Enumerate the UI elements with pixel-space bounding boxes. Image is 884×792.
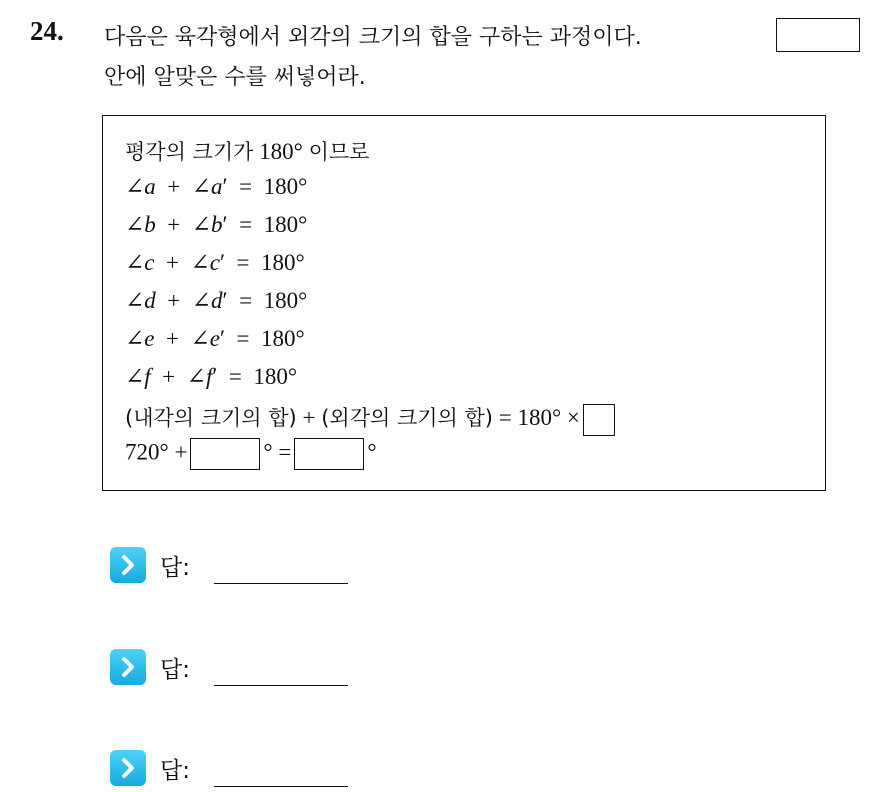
prime-symbol: ′ bbox=[219, 326, 226, 351]
chevron-right-icon-svg bbox=[117, 757, 139, 779]
answer-blank-3[interactable] bbox=[294, 438, 364, 470]
plus-symbol: + bbox=[160, 250, 185, 275]
angle-var: d bbox=[144, 288, 156, 313]
angle-var-prime: a bbox=[211, 174, 223, 199]
process-intro bbox=[125, 136, 369, 166]
answer-label: 답: bbox=[160, 657, 190, 683]
angle-var-prime: c bbox=[209, 250, 220, 275]
angle-var-prime: e bbox=[209, 326, 220, 351]
prime-symbol: ′ bbox=[212, 364, 218, 389]
question-number: 24. bbox=[30, 16, 64, 46]
angle-symbol: ∠ bbox=[191, 288, 212, 313]
equation-rhs: 180° bbox=[263, 212, 308, 237]
angle-var: c bbox=[144, 250, 155, 275]
process-box bbox=[102, 115, 826, 491]
equation-c bbox=[125, 250, 305, 276]
answer-row-3 bbox=[110, 748, 410, 792]
prime-symbol: ′ bbox=[219, 250, 226, 275]
answer-label: 답: bbox=[160, 758, 190, 784]
equation-f bbox=[125, 364, 297, 390]
chevron-right-icon-svg bbox=[117, 554, 139, 576]
chevron-right-icon bbox=[110, 547, 146, 583]
equation-e bbox=[125, 326, 305, 352]
answer-row-2 bbox=[110, 647, 410, 691]
chevron-right-icon-svg bbox=[117, 656, 139, 678]
angle-symbol: ∠ bbox=[190, 326, 210, 351]
sum-equation bbox=[125, 402, 615, 436]
equals-symbol: = bbox=[233, 288, 258, 313]
angle-var: b bbox=[144, 212, 156, 237]
answer-blank-2[interactable] bbox=[190, 438, 260, 470]
equals-symbol: = bbox=[230, 250, 256, 275]
plus-symbol: + bbox=[156, 364, 181, 389]
equation-rhs: 180° bbox=[261, 250, 305, 275]
angle-symbol: ∠ bbox=[125, 174, 145, 199]
angle-var-prime: f bbox=[205, 364, 213, 389]
angle-symbol: ∠ bbox=[125, 250, 145, 275]
equals-symbol: = bbox=[223, 364, 248, 389]
exterior-sum-label: (외각의 크기의 합) bbox=[321, 406, 493, 430]
angle-var: e bbox=[144, 326, 155, 351]
angle-symbol: ∠ bbox=[125, 212, 145, 237]
equation-rhs: 180° bbox=[261, 326, 305, 351]
final-mid: ° = bbox=[263, 439, 292, 465]
plus-symbol: + bbox=[161, 288, 187, 313]
plus-symbol: + bbox=[302, 405, 316, 430]
question-text-line1: 다음은 육각형에서 외각의 크기의 합을 구하는 과정이다. bbox=[104, 25, 642, 50]
plus-symbol: + bbox=[160, 326, 185, 351]
answer-input-line[interactable] bbox=[214, 685, 348, 686]
intro-text: 평각의 크기가 bbox=[125, 140, 254, 164]
equals-symbol: = bbox=[233, 174, 258, 199]
sum-equals: = 180° × bbox=[498, 405, 580, 430]
angle-var: f bbox=[144, 364, 151, 389]
final-start: 720° + bbox=[125, 439, 188, 465]
equation-a bbox=[125, 174, 307, 200]
answer-label: 답: bbox=[160, 555, 190, 581]
answer-input-line[interactable] bbox=[214, 583, 348, 584]
angle-symbol: ∠ bbox=[186, 364, 206, 389]
equals-symbol: = bbox=[230, 326, 256, 351]
equation-rhs: 180° bbox=[263, 174, 308, 199]
chevron-right-icon bbox=[110, 750, 146, 786]
angle-symbol: ∠ bbox=[191, 212, 212, 237]
prime-symbol: ′ bbox=[222, 212, 228, 237]
plus-symbol: + bbox=[161, 212, 187, 237]
answer-row-1 bbox=[110, 545, 410, 589]
intro-suffix: 이므로 bbox=[308, 140, 370, 164]
angle-var-prime: b bbox=[211, 212, 223, 237]
angle-var-prime: d bbox=[211, 288, 223, 313]
equation-d bbox=[125, 288, 307, 314]
final-end: ° bbox=[367, 439, 377, 465]
angle-symbol: ∠ bbox=[191, 174, 212, 199]
prime-symbol: ′ bbox=[222, 288, 228, 313]
question-text-line2: 안에 알맞은 수를 써넣어라. bbox=[104, 65, 366, 90]
intro-value: 180° bbox=[259, 139, 303, 164]
angle-symbol: ∠ bbox=[125, 326, 145, 351]
angle-symbol: ∠ bbox=[190, 250, 210, 275]
prime-symbol: ′ bbox=[222, 174, 228, 199]
equation-rhs: 180° bbox=[253, 364, 298, 389]
answer-input-line[interactable] bbox=[214, 786, 348, 787]
angle-var: a bbox=[144, 174, 156, 199]
equals-symbol: = bbox=[233, 212, 258, 237]
chevron-right-icon bbox=[110, 649, 146, 685]
equation-b bbox=[125, 212, 307, 238]
question-blank-box bbox=[776, 18, 860, 52]
answer-blank-1[interactable] bbox=[583, 404, 615, 436]
equation-rhs: 180° bbox=[263, 288, 308, 313]
angle-symbol: ∠ bbox=[125, 364, 145, 389]
final-equation bbox=[125, 438, 377, 470]
angle-symbol: ∠ bbox=[125, 288, 145, 313]
plus-symbol: + bbox=[161, 174, 187, 199]
interior-sum-label: (내각의 크기의 합) bbox=[125, 406, 297, 430]
